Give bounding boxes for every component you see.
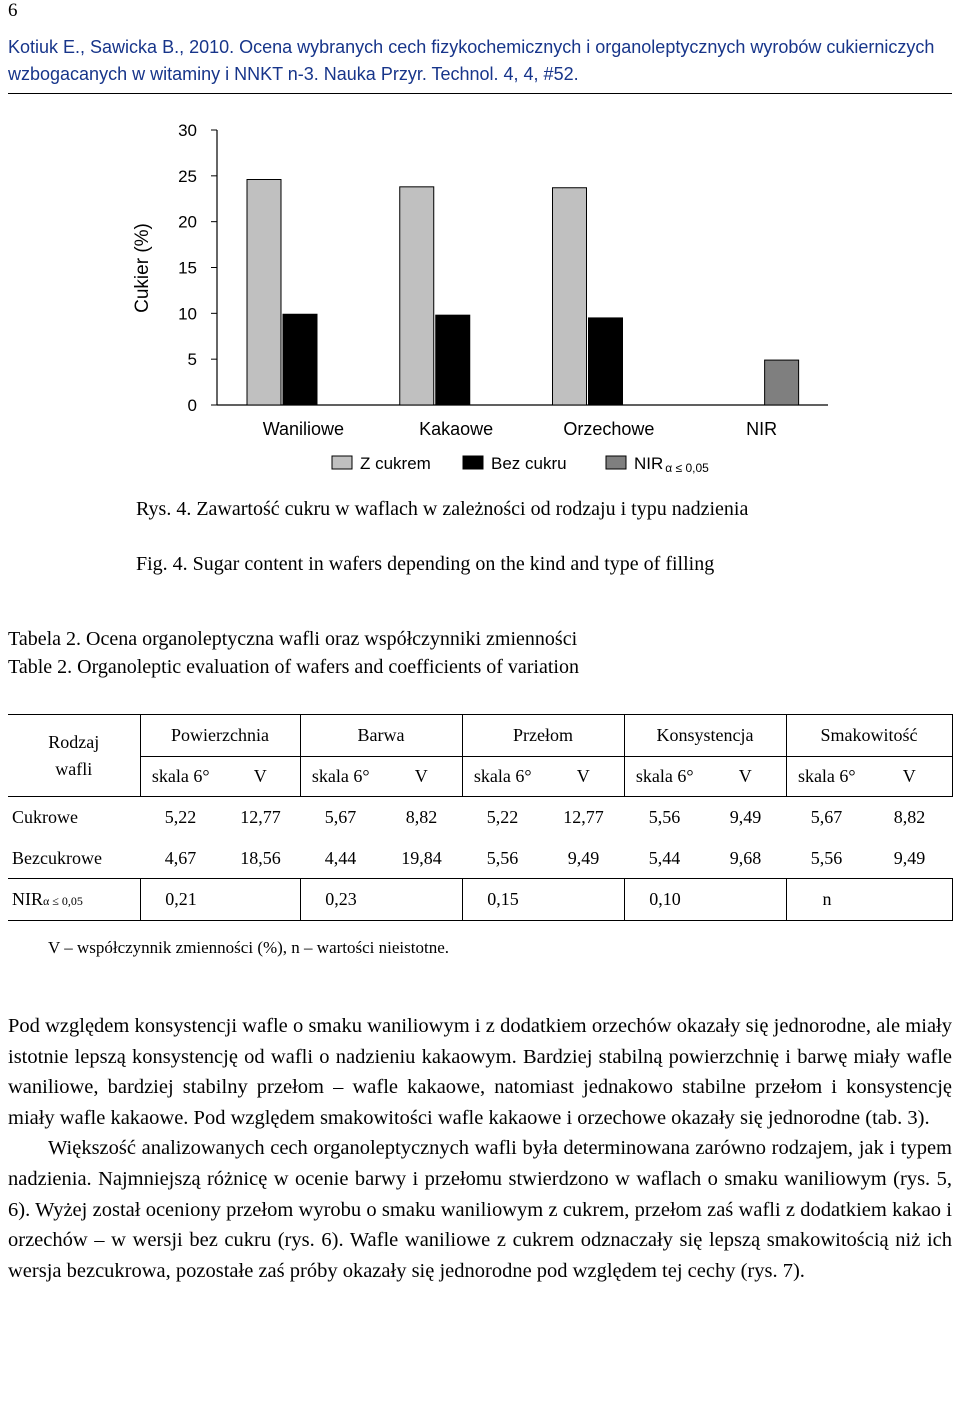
table-cell: 4,44 <box>324 847 357 868</box>
table-row <box>8 797 952 839</box>
y-tick-label: 0 <box>187 396 197 415</box>
table-header-row-groups <box>8 715 952 757</box>
group-header-barwa: Barwa <box>300 715 462 757</box>
table-caption-en: Table 2. Organoleptic evaluation of wafers and coefficients of variation <box>8 656 579 678</box>
y-tick-label: 20 <box>178 212 197 232</box>
nir-value-przelom: 0,15 <box>462 879 624 921</box>
table-cell: 12,77 <box>240 807 281 828</box>
legend-swatch-z-cukrem <box>332 456 352 469</box>
row-header-line2: wafli <box>55 758 93 779</box>
group-header-smakowitosc: Smakowitość <box>786 715 952 757</box>
nir-subscript: α ≤ 0,05 <box>43 894 83 908</box>
scale-header: skala 6° <box>140 757 221 797</box>
group-header-powierzchnia: Powierzchnia <box>140 715 300 757</box>
x-category-label: Orzechowe <box>563 419 655 439</box>
row-label: Cukrowe <box>12 807 78 828</box>
figure-caption-en: Fig. 4. Sugar content in wafers depending on the kind and type of filling <box>136 553 715 575</box>
bar-z-cukrem-waniliowe <box>247 180 281 406</box>
y-axis-label: Cukier (%) <box>132 223 153 313</box>
table-header-row-scale <box>8 757 952 797</box>
bar-bez-cukru-kakaowe <box>436 315 470 405</box>
table-cell: 9,49 <box>567 847 600 868</box>
bar-z-cukrem-orzechowe <box>553 188 587 405</box>
nir-value-barwa: 0,23 <box>300 879 462 921</box>
nir-value-konsystencja: 0,10 <box>624 879 786 921</box>
table-row <box>8 839 952 879</box>
table-footnote: V – współczynnik zmienności (%), n – wartości nieistotne. <box>48 938 449 957</box>
table-cell: 5,22 <box>164 807 197 828</box>
table-cell: 18,56 <box>240 847 281 868</box>
x-category-label: Kakaowe <box>419 419 494 439</box>
y-tick-label: 25 <box>178 166 197 186</box>
citation: Kotiuk E., Sawicka B., 2010. Ocena wybranych cech fizykochemicznych i organoleptycznych wyrobów cukierniczych wzbogacanych w witaminy i NNKT n-3. Nauka Przyr. Technol. 4, 4, #52. <box>8 37 935 84</box>
y-tick-label: 10 <box>178 304 197 324</box>
nir-value-smakowitosc: n <box>786 879 952 921</box>
table-cell: 19,84 <box>401 847 442 868</box>
v-header: V <box>705 757 786 797</box>
legend <box>332 454 709 475</box>
scale-header: skala 6° <box>462 757 543 797</box>
group-header-przelom: Przełom <box>462 715 624 757</box>
legend-swatch-nir <box>606 456 626 469</box>
table-cell: 5,22 <box>486 807 519 828</box>
body-text <box>8 1011 952 1286</box>
x-category-label: Waniliowe <box>262 419 345 439</box>
nir-value-powierzchnia: 0,21 <box>140 879 300 921</box>
organoleptic-table <box>8 714 952 921</box>
table-cell: 9,68 <box>729 847 762 868</box>
row-header-line1: Rodzaj <box>48 731 100 752</box>
body-paragraph-1: Pod względem konsystencji wafle o smaku waniliowym i z dodatkiem orzechów okazały się jednorodne, ale miały istotnie lepszą konsystencję od wafli o nadzieniu kakaowym. Bardziej stabilną powierzchnię i barwę miały wafle waniliowe, bardziej stabilny przełom – wafle kakaowe, natomiast jednakowo stabilne przełom i konsystencję miały wafle kakaowe. Pod względem smakowitości wafle kakaowe i orzechowe okazały się jednorodne (tab. 3). <box>8 1015 952 1129</box>
table-cell: 5,44 <box>648 847 681 868</box>
legend-label-z-cukrem: Z cukrem <box>360 454 431 473</box>
table-cell: 4,67 <box>164 847 197 868</box>
table-cell: 8,82 <box>893 807 926 828</box>
bars <box>247 180 799 406</box>
v-header: V <box>221 757 300 797</box>
bar-z-cukrem-kakaowe <box>400 187 434 405</box>
legend-nir-subscript: α ≤ 0,05 <box>665 461 709 475</box>
scale-header: skala 6° <box>624 757 705 797</box>
header-rule <box>8 93 952 94</box>
page-number: 6 <box>8 0 18 21</box>
table-cell: 5,56 <box>486 847 519 868</box>
table-cell: 12,77 <box>563 807 604 828</box>
table-cell: 9,49 <box>729 807 762 828</box>
v-header: V <box>381 757 462 797</box>
y-axis-ticks <box>178 121 217 415</box>
v-header: V <box>543 757 624 797</box>
v-header: V <box>867 757 952 797</box>
y-tick-label: 15 <box>178 258 197 278</box>
table-cell: 9,49 <box>893 847 926 868</box>
figure-caption-pl: Rys. 4. Zawartość cukru w waflach w zależności od rodzaju i typu nadzienia <box>136 498 749 520</box>
group-header-konsystencja: Konsystencja <box>624 715 786 757</box>
row-label-nir: NIRα ≤ 0,05 <box>8 879 140 921</box>
y-tick-label: 5 <box>187 350 197 370</box>
table-cell: 5,56 <box>648 807 681 828</box>
table-caption-pl: Tabela 2. Ocena organoleptyczna wafli oraz współczynniki zmienności <box>8 628 578 650</box>
scale-header: skala 6° <box>300 757 381 797</box>
row-label: Bezcukrowe <box>12 847 102 868</box>
table-cell: 5,67 <box>810 807 843 828</box>
row-header-cell <box>8 715 140 797</box>
bar-chart <box>0 100 960 485</box>
legend-label-nir: NIR α ≤ 0,05 <box>634 454 709 475</box>
table-cell: 5,56 <box>810 847 843 868</box>
bar-bez-cukru-orzechowe <box>589 318 623 405</box>
bar-bez-cukru-waniliowe <box>283 314 317 405</box>
y-tick-label: 30 <box>178 121 197 140</box>
table-cell: 8,82 <box>405 807 438 828</box>
x-axis-categories <box>263 419 777 439</box>
legend-label-bez-cukru: Bez cukru <box>491 454 567 473</box>
body-paragraph-2: Większość analizowanych cech organoleptycznych wafli była determinowana zarówno rodzajem, jak i typem nadzienia. Najmniejszą różnicę w ocenie barwy i przełomu stwierdzono w waflach o smaku waniliowym (rys. 5, 6). Wyżej został oceniony przełom wyrobu o smaku waniliowym z cukrem, przełom zaś wafli z dodatkiem kakao i orzechów – w wersji bez cukru (rys. 6). Wafle waniliowe z cukrem odznaczały się lepszą smakowitością niż ich wersja bezcukrowa, pozostałe zaś próby okazały się jednorodne pod względem tej cechy (rys. 7). <box>8 1137 952 1282</box>
scale-header: skala 6° <box>786 757 867 797</box>
table-row-nir <box>8 879 952 921</box>
table-cell: 5,67 <box>324 807 357 828</box>
bar-nir-nir <box>765 360 799 405</box>
legend-swatch-bez-cukru <box>463 456 483 469</box>
x-category-label: NIR <box>746 419 778 439</box>
